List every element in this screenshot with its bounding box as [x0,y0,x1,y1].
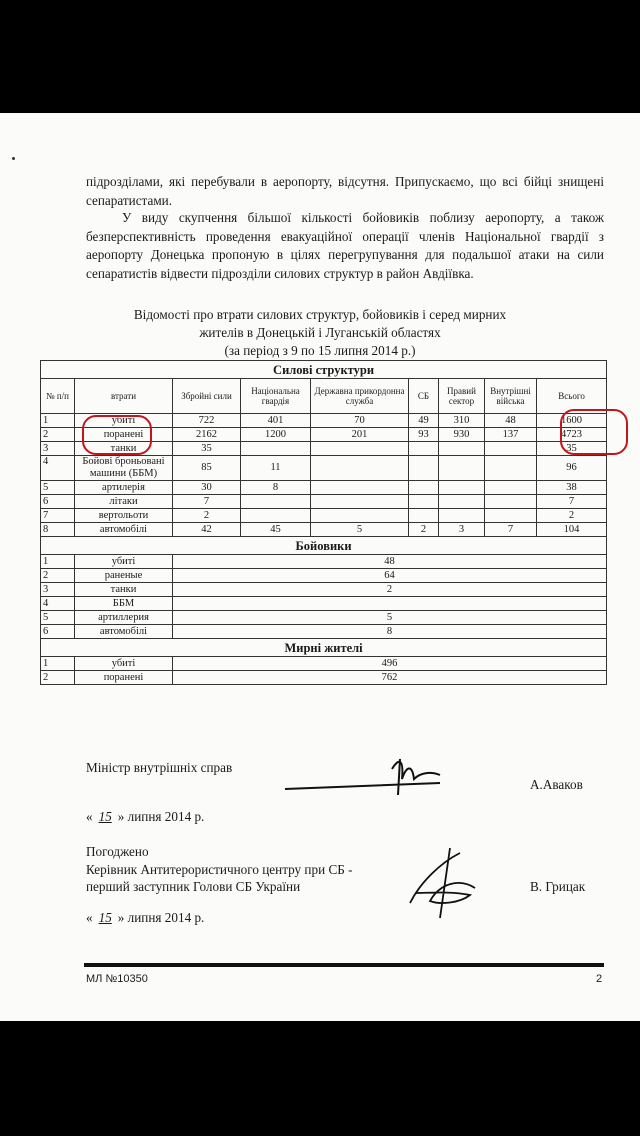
table-cell [241,495,311,509]
date-1-open: « [86,809,93,824]
minister-signature [280,749,520,799]
table-cell [439,509,485,523]
column-header: Національна гвардія [241,379,311,414]
table-cell [409,442,439,456]
table-cell [439,481,485,495]
table-cell [485,509,537,523]
date-2-rest: » липня 2014 р. [117,910,205,925]
table-cell: 3 [439,523,485,537]
table-cell: 1600 [537,414,607,428]
table-row [41,583,607,597]
paragraph-2: У виду скупчення більшої кількості бойовиків поблизу аеропорту, а також безперспективність проведення евакуаційної операції членів Національної гвардії з аеропорту Донецька пропоную в цілях перегрупування для подальшої атаки на сили сепаратистів відвести підрозділи силових структур в район Авдіївка. [86,210,604,281]
table-cell: 4 [41,597,75,611]
table-cell: 2 [41,671,75,685]
table-cell: вертольоти [75,509,173,523]
table-cell: убиті [75,657,173,671]
date-2-open: « [86,910,93,925]
table-cell [485,456,537,481]
table-cell [409,509,439,523]
date-1-day: 15 [98,809,112,824]
table-cell [409,495,439,509]
column-header: СБ [409,379,439,414]
losses-table [40,360,606,685]
annotation-circle-right [560,409,628,455]
head-title-line-2: перший заступник Голови СБ України [86,879,301,894]
table-cell: поранені [75,428,173,442]
speck [12,157,15,160]
column-header: Правий сектор [439,379,485,414]
section-heading: Силові структури [41,361,607,379]
table-cell: 1 [41,555,75,569]
minister-name: А.Аваков [530,777,583,792]
table-cell: 38 [537,481,607,495]
date-1-rest: » липня 2014 р. [117,809,205,824]
table-cell: Бойові броньовані машини (ББМ) [75,456,173,481]
table-cell: 93 [409,428,439,442]
section-heading: Бойовики [41,537,607,555]
table-cell: убиті [75,414,173,428]
table-cell: 2 [537,509,607,523]
table-row [41,456,607,481]
table-cell [311,456,409,481]
table-cell [241,509,311,523]
table-cell: 137 [485,428,537,442]
paragraph-1: підрозділами, які перебували в аеропорту, відсутня. Припускаємо, що всі бійці знищені сепаратистами. [86,174,604,208]
column-header: Внутрішні війська [485,379,537,414]
table-cell: 2 [173,583,607,597]
table-cell: 5 [311,523,409,537]
table-cell [409,481,439,495]
table-cell: 104 [537,523,607,537]
table-cell: 30 [173,481,241,495]
table-cell: автомобілі [75,523,173,537]
table-cell: 45 [241,523,311,537]
head-title-line-1: Керівник Антитерористичного центру при СБ - [86,862,353,877]
table-title-line-3: (за період з 9 по 15 липня 2014 р.) [224,343,416,358]
date-2-day: 15 [98,910,112,925]
annotation-circle-left [82,415,152,455]
table-cell: 2 [41,569,75,583]
table-section-row [41,537,607,555]
table-cell: 7 [485,523,537,537]
table-cell: 85 [173,456,241,481]
table-cell: літаки [75,495,173,509]
table-cell: 8 [173,625,607,639]
head-name: В. Грицак [530,879,586,894]
table-cell: 6 [41,495,75,509]
table-row [41,597,607,611]
table-row [41,625,607,639]
table-cell: 8 [41,523,75,537]
section-heading: Мирні жителі [41,639,607,657]
table-cell: поранені [75,671,173,685]
table-cell: 4 [41,456,75,481]
table-cell: 5 [41,481,75,495]
table-cell [485,495,537,509]
table-row [41,495,607,509]
table-title-line-1: Відомості про втрати силових структур, бойовиків і серед мирних [133,307,507,322]
table-row [41,523,607,537]
minister-title: Міністр внутрішніх справ [86,760,233,775]
date-2 [86,910,204,926]
table-section-row [41,361,607,379]
document-page [0,113,640,1021]
table-cell [439,495,485,509]
table-cell [485,442,537,456]
column-header: Всього [537,379,607,414]
table-row [41,569,607,583]
table-cell: танки [75,442,173,456]
table-cell: 35 [537,442,607,456]
table-row [41,611,607,625]
table-cell: 3 [41,583,75,597]
column-header: № п/п [41,379,75,414]
table-cell: 762 [173,671,607,685]
column-header: Збройні сили [173,379,241,414]
table-cell: артиллерия [75,611,173,625]
table-row [41,509,607,523]
table-cell: ББМ [75,597,173,611]
table-cell: 42 [173,523,241,537]
table-cell: 64 [173,569,607,583]
doc-number: МЛ №10350 [86,973,148,985]
table-cell: 2 [173,509,241,523]
table-cell: 1200 [241,428,311,442]
table-cell: автомобілі [75,625,173,639]
table-cell: 70 [311,414,409,428]
table-cell [485,481,537,495]
table-cell: 7 [41,509,75,523]
agreed-label: Погоджено [86,844,149,859]
table-cell: 11 [241,456,311,481]
table-cell: 2162 [173,428,241,442]
table-cell: 1 [41,414,75,428]
table-cell: 930 [439,428,485,442]
table-cell: 49 [409,414,439,428]
table-row [41,481,607,495]
table-cell: 2 [409,523,439,537]
table-cell: 35 [173,442,241,456]
table-cell: 7 [537,495,607,509]
table-cell: 48 [173,555,607,569]
table-section-row [41,639,607,657]
date-1 [86,809,204,825]
table-cell: 4723 [537,428,607,442]
table-cell: 722 [173,414,241,428]
table-cell [173,597,607,611]
table-cell: 496 [173,657,607,671]
table-header-row [41,379,607,414]
table-cell: 6 [41,625,75,639]
table-cell [311,481,409,495]
table-cell [311,509,409,523]
table-cell [311,442,409,456]
footer-rule [84,963,604,967]
page-number: 2 [596,973,603,985]
table-row [41,671,607,685]
table-cell: 5 [173,611,607,625]
table-cell: 8 [241,481,311,495]
table-row [41,555,607,569]
table-cell: 401 [241,414,311,428]
table-cell: 7 [173,495,241,509]
column-header: втрати [75,379,173,414]
table-cell [241,442,311,456]
table-cell: 48 [485,414,537,428]
table-cell: 2 [41,428,75,442]
table-cell: убиті [75,555,173,569]
table-cell: 3 [41,442,75,456]
table-cell: 310 [439,414,485,428]
column-header: Державна прикордонна служба [311,379,409,414]
table-cell: 1 [41,657,75,671]
table-cell: раненые [75,569,173,583]
table-title-line-2: жителів в Донецькій і Луганській областях [199,325,441,340]
table-cell: 201 [311,428,409,442]
table-cell [311,495,409,509]
table-cell: 96 [537,456,607,481]
head-signature [400,843,490,923]
table-cell: 5 [41,611,75,625]
table-cell [439,456,485,481]
table-row [41,657,607,671]
table-cell [409,456,439,481]
table-cell: артилерія [75,481,173,495]
table-cell [439,442,485,456]
table-cell: танки [75,583,173,597]
